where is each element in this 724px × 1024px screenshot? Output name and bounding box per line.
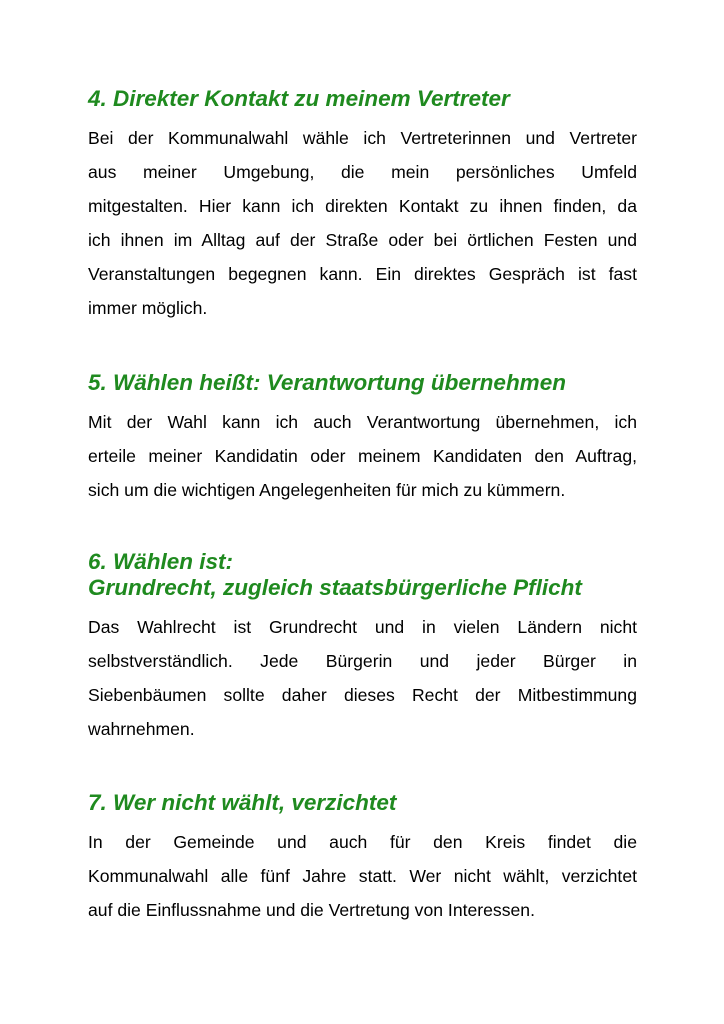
paragraph-line: Mit der Wahl kann ich auch Verantwortung übernehmen, ich xyxy=(88,412,637,432)
paragraph-line: auf die Einflussnahme und die Vertretung von Interessen. xyxy=(88,900,535,920)
section-paragraph xyxy=(88,405,637,507)
paragraph-line: Siebenbäumen sollte daher dieses Recht der Mitbestimmung xyxy=(88,685,637,705)
paragraph-line: In der Gemeinde und auch für den Kreis findet die xyxy=(88,832,637,852)
paragraph-line: erteile meiner Kandidatin oder meinem Kandidaten den Auftrag, xyxy=(88,446,637,466)
section-6 xyxy=(88,549,637,746)
section-heading xyxy=(88,86,637,112)
heading-line: 5. Wählen heißt: Verantwortung übernehmen xyxy=(88,370,566,395)
heading-line: 4. Direkter Kontakt zu meinem Vertreter xyxy=(88,86,510,111)
section-4 xyxy=(88,86,637,325)
paragraph-line: wahrnehmen. xyxy=(88,719,195,739)
paragraph-line: mitgestalten. Hier kann ich direkten Kontakt zu ihnen finden, da xyxy=(88,196,637,216)
section-7 xyxy=(88,790,637,927)
paragraph-line: Kommunalwahl alle fünf Jahre statt. Wer nicht wählt, verzichtet xyxy=(88,866,637,886)
section-heading xyxy=(88,790,637,816)
heading-line: 7. Wer nicht wählt, verzichtet xyxy=(88,790,397,815)
section-heading xyxy=(88,549,637,601)
paragraph-line: Das Wahlrecht ist Grundrecht und in vielen Ländern nicht xyxy=(88,617,637,637)
heading-line: 6. Wählen ist: xyxy=(88,549,234,574)
paragraph-line: sich um die wichtigen Angelegenheiten für mich zu kümmern. xyxy=(88,480,566,500)
document-page xyxy=(88,86,637,927)
paragraph-line: selbstverständlich. Jede Bürgerin und jeder Bürger in xyxy=(88,651,637,671)
paragraph-line: ich ihnen im Alltag auf der Straße oder bei örtlichen Festen und xyxy=(88,230,637,250)
paragraph-line: Bei der Kommunalwahl wähle ich Vertreterinnen und Vertreter xyxy=(88,128,637,148)
section-heading xyxy=(88,370,637,396)
section-5 xyxy=(88,370,637,507)
paragraph-line: Veranstaltungen begegnen kann. Ein direktes Gespräch ist fast xyxy=(88,264,637,284)
heading-line: Grundrecht, zugleich staatsbürgerliche Pflicht xyxy=(88,575,582,600)
section-paragraph xyxy=(88,825,637,927)
section-paragraph xyxy=(88,610,637,746)
section-paragraph xyxy=(88,121,637,325)
paragraph-line: aus meiner Umgebung, die mein persönliches Umfeld xyxy=(88,162,637,182)
paragraph-line: immer möglich. xyxy=(88,298,208,318)
